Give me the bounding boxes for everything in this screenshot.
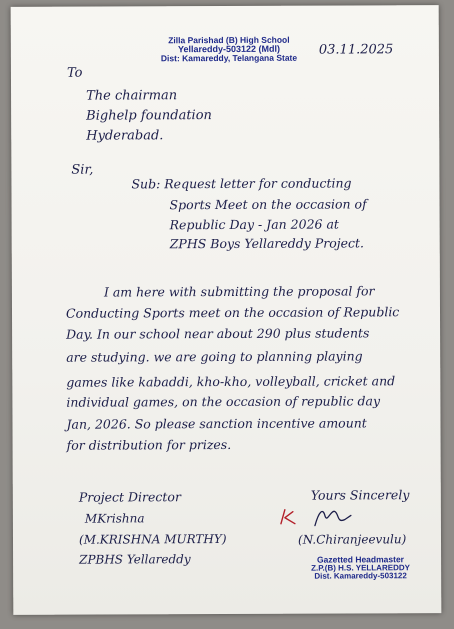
school-address-stamp [161, 36, 297, 64]
body-line: I am here with submitting the proposal for [103, 283, 375, 300]
recipient-line2: Bighelp foundation [86, 108, 212, 124]
closing-yours-sincerely: Yours Sincerely [310, 487, 410, 503]
headmaster-stamp-line2: Z.P.(B) H.S. YELLAREDDY [311, 563, 410, 573]
school-stamp-line1: Zilla Parishad (B) High School [168, 34, 290, 46]
school-stamp-line2: Yellareddy-503122 (Mdl) [177, 43, 281, 55]
subject-line1: Sub: Request letter for conducting [131, 175, 352, 192]
headmaster-stamp-line3: Dist. Kamareddy-503122 [314, 571, 407, 581]
body-line: Conducting Sports meet on the occasion of Republic [65, 304, 400, 321]
project-director-place: ZPBHS Yellareddy [79, 552, 191, 567]
body-line: games like kabaddi, kho-kho, volleyball, cricket and [66, 373, 396, 390]
headmaster-signature-mark [275, 501, 365, 531]
project-director-name: (M.KRISHNA MURTHY) [78, 532, 227, 547]
body-line: individual games, on the occasion of republic day [66, 393, 381, 410]
recipient-line1: The chairman [86, 88, 178, 104]
body-line: for distribution for prizes. [66, 436, 232, 453]
project-director-title: Project Director [78, 489, 181, 505]
subject-line4: ZPHS Boys Yellareddy Project. [169, 235, 365, 252]
subject-line3: Republic Day - Jan 2026 at [169, 216, 339, 233]
project-director-signature: MKrishna [84, 511, 145, 526]
recipient-line3: Hyderabad. [86, 128, 164, 144]
salutation: Sir, [71, 162, 94, 178]
body-line: Jan, 2026. So please sanction incentive amount [66, 415, 367, 432]
body-line: Day. In our school near about 290 plus students [66, 325, 370, 342]
headmaster-stamp-line1: Gazetted Headmaster [317, 554, 404, 565]
school-stamp-line3: Dist: Kamareddy, Telangana State [160, 53, 298, 64]
letter-date: 03.11.2025 [318, 42, 394, 58]
headmaster-name: (N.Chiranjeevulu) [297, 532, 407, 547]
body-line: are studying. we are going to planning playing [66, 348, 363, 365]
headmaster-stamp [311, 555, 410, 581]
subject-line2: Sports Meet on the occasion of [169, 196, 367, 213]
letter-paper [11, 5, 442, 615]
recipient-to: To [66, 65, 83, 81]
